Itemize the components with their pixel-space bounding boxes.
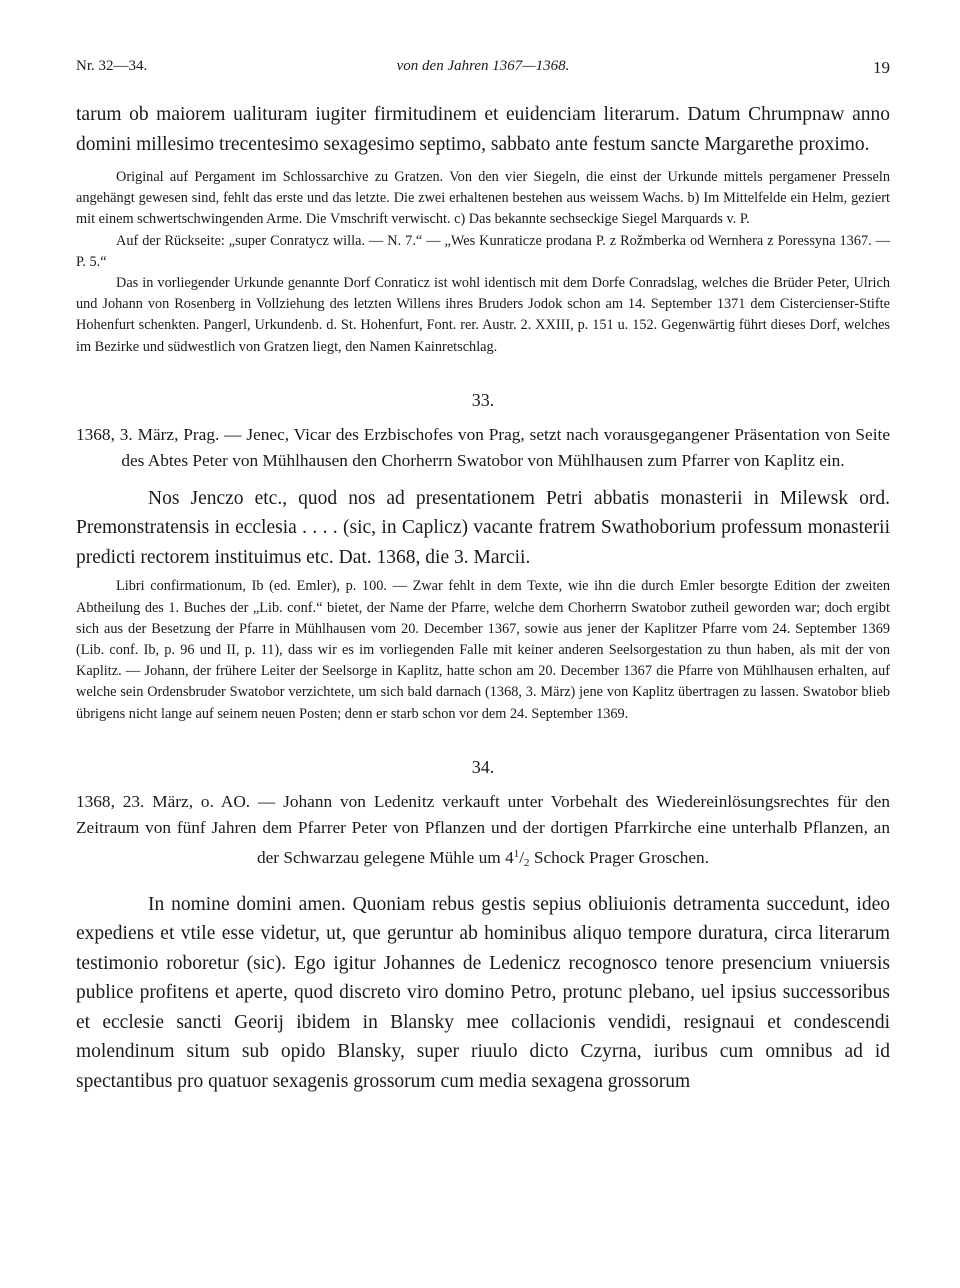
regest-text-end: Schock Prager Groschen.: [529, 847, 710, 867]
latin-text: Nos Jenczo etc., quod nos ad presentationem Petri abbatis monasterii in Milewsk ord. Premonstratensis in ecclesia . . . . (sic, in Caplicz) vacante fratrem Swathoborium professum monasterii predicti rectorem instituimus etc. Dat. 1368, die 3. Marcii.: [76, 487, 890, 568]
header-title: von den Jahren 1367—1368.: [396, 58, 570, 74]
latin-text: tarum ob maiorem ualituram iugiter firmitudinem et euidenciam literarum. Datum Chrumpnaw anno domini millesimo trecentesimo sexagesimo septimo, sabbato ante festum sancte Margarethe proximo.: [76, 104, 890, 155]
document-33: [76, 388, 890, 725]
document-number: 33.: [471, 389, 495, 410]
document-number: 34.: [471, 756, 495, 777]
commentary-note: Das in vorliegender Urkunde genannte Dorf Conraticz ist wohl identisch mit dem Dorfe Conradslag, welches die Brüder Peter, Ulrich und Johann von Rosenberg in Vollziehung des letzten Willens ihres Bruders Jodok schon am 14. September 1371 dem Cistercienser-Stifte Hohenfurt schenkten. Pangerl, Urkundenb. d. St. Hohenfurt, Font. rer. Austr. 2. XXIII, p. 151 u. 152. Gegenwärtig führt dieses Dorf, welches im Bezirke und südwestlich von Gratzen liegt, den Namen Kainretschlag.: [76, 275, 890, 355]
header-document-range: Nr. 32—34.: [76, 58, 148, 74]
regest: 1368, 23. März, o. AO. — Johann von Ledenitz verkauft unter Vorbehalt des Wiedereinlösungsrechtes für den Zeitraum von fünf Jahren dem Pfarrer Peter von Pflanzen und der dortigen Pfarrkirche eine unterhalb Pflanzen, an der Schwarzau gelegene Mühle um $4^1/_2$ Schock Prager Groschen.: [76, 791, 890, 869]
commentary-note: Libri confirmationum, Ib (ed. Emler), p. 100. — Zwar fehlt in dem Texte, wie ihn die durch Emler besorgte Edition der zweiten Abtheilung des 1. Buches der „Lib. conf.“ bietet, der Name der Pfarre, welche dem Chorherrn Swatobor zutheil geworden war; doch ergibt sich aus der Besetzung der Pfarre in Mühlhausen vom 20. December 1367, sowie aus jener der Kaplitzer Pfarre vom 24. September 1369 (Lib. conf. Ib, p. 96 und II, p. 11), dass wir es im vorliegenden Falle mit keiner anderen Seelsorgestation zu thun haben, als mit der von Kaplitz. — Johann, der frühere Leiter der Seelsorge in Kaplitz, hatte schon am 20. December 1367 die Pfarre von Mühlhausen erhalten, auf welche sein Ordensbruder Swatobor verzichtete, um sich bald darnach (1368, 3. März) jene von Kaplitz übertragen zu lassen. Swatobor blieb übrigens nicht lange auf seinem neuen Posten; denn er starb schon vor dem 24. September 1369.: [76, 578, 890, 722]
dorsal-note: Auf der Rückseite: „super Conratycz willa. — N. 7.“ — „Wes Kunraticze prodana P. z Rožmberka od Wernhera z Poressyna 1367. — P. 5.“: [76, 232, 890, 270]
fraction-denominator: 2: [524, 856, 530, 869]
regest-text: 1368, 23. März, o. AO. — Johann von Ledenitz verkauft unter Vorbehalt des Wiedereinlösungsrechtes für den Zeitraum von fünf Jahren dem Pfarrer Peter von Pflanzen und der dortigen Pfarrkirche eine unterhalb Pflanzen, an der Schwarzau gelegene Mühle um 4: [76, 791, 890, 867]
page-number: 19: [873, 58, 890, 77]
page-body: [76, 100, 890, 1096]
source-note: Original auf Pergament im Schlossarchive zu Gratzen. Von den vier Siegeln, die einst der Urkunde mittels pergamener Presseln angehängt gewesen sind, fehlt das erste und das letzte. Die zwei erhaltenen bestehen aus weissem Wachs. b) Im Mittelfelde ein Helm, geziert mit einem schwertschwingenden Arme. Die Vmschrift verwischt. c) Das bekannte sechseckige Siegel Marquards v. P.: [76, 169, 890, 228]
document-34: [76, 755, 890, 1097]
running-header: [76, 58, 890, 80]
latin-text: In nomine domini amen. Quoniam rebus gestis sepius obliuionis detramenta succedunt, ideo expediens et vtile esse videtur, ut, que geruntur ab hominibus aliquo tempore duratura, circa literarum testimonio roboretur (sic). Ego igitur Johannes de Ledenicz recognosco tenore presencium vniuersis publice profitens et aperte, quod discreto viro domino Petro, protunc plebano, uel ipsius successoribus et ecclesie sancti Georij ibidem in Blansky mee collacionis vendidi, resignaui et condescendi molendinum situm sub opido Blansky, super riuulo dicto Czyrna, iuribus cum omnibus ad id spectantibus pro quatuor sexagenis grossorum cum media sexagena grossorum: [76, 893, 890, 1092]
regest: 1368, 3. März, Prag. — Jenec, Vicar des Erzbischofes von Prag, setzt nach vorausgegangener Präsentation von Seite des Abtes Peter von Mühlhausen den Chorherrn Swatobor von Mühlhausen zum Pfarrer von Kaplitz ein.: [76, 424, 890, 470]
document-32-tail: [76, 100, 890, 358]
fraction-numerator: 1: [513, 847, 520, 860]
